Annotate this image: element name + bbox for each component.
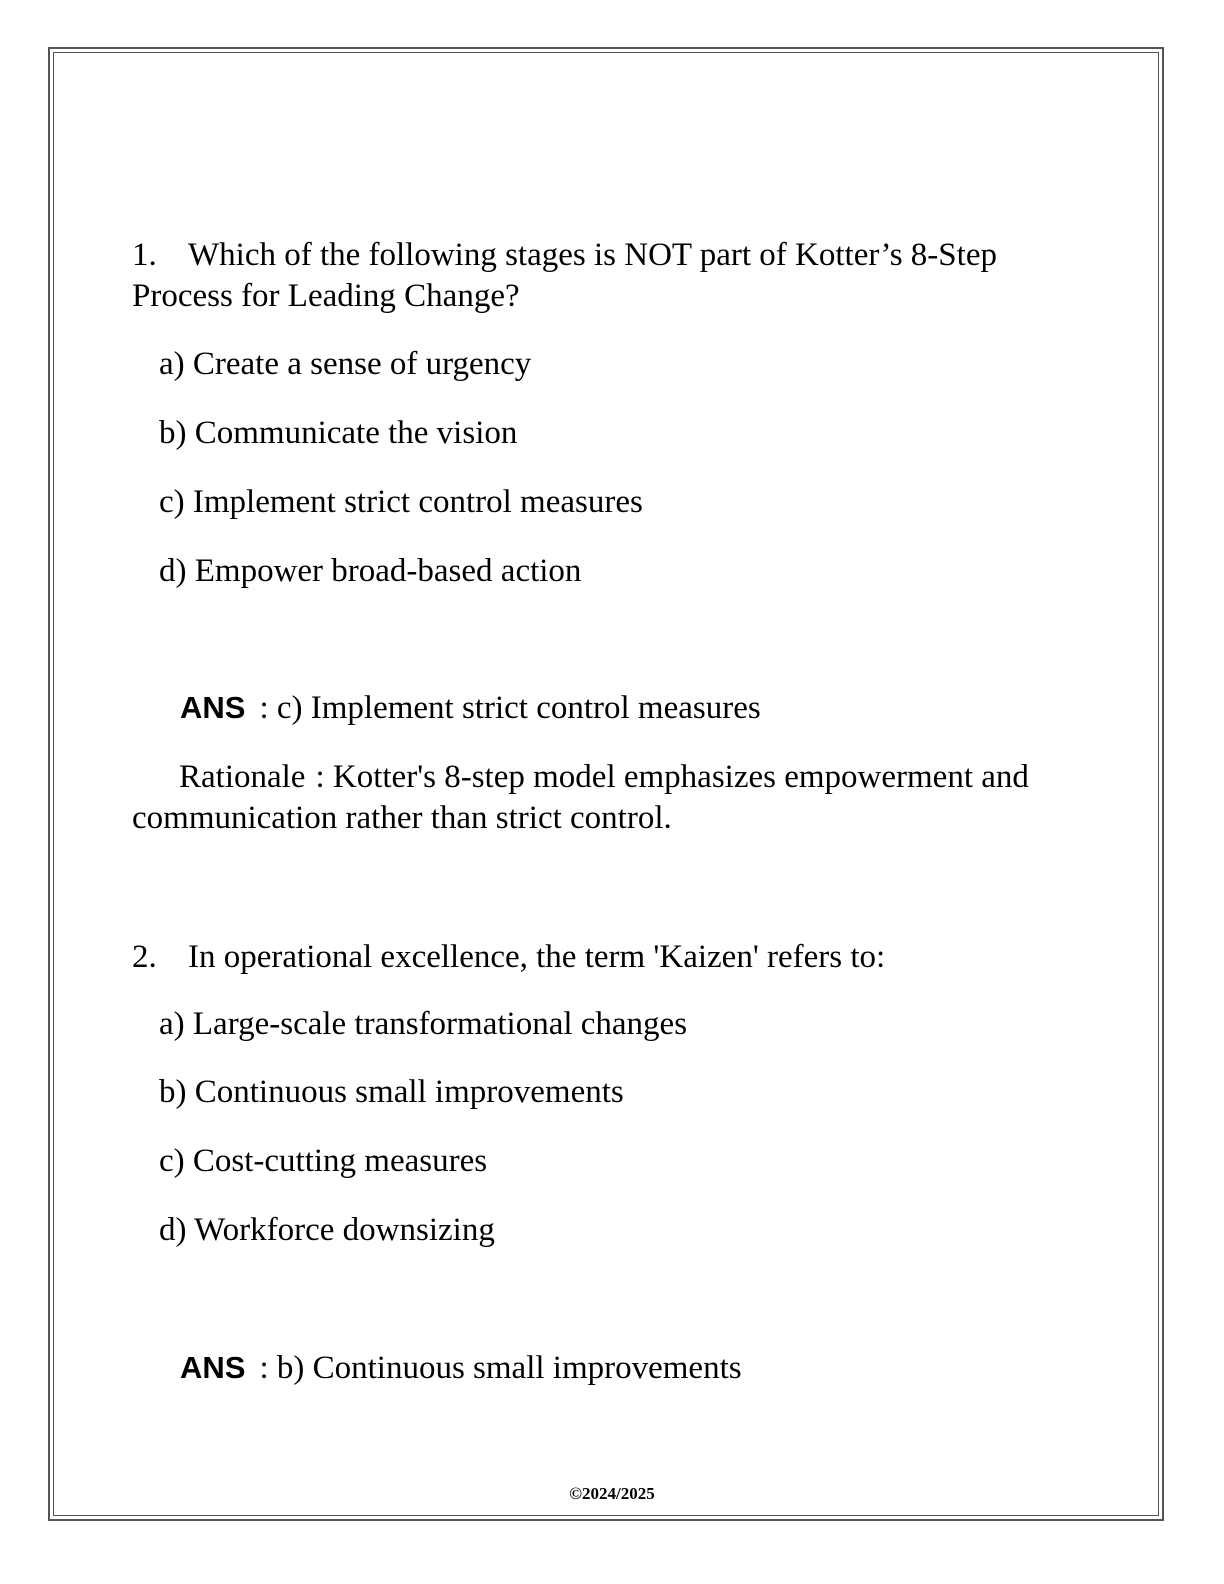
question-1-answer xyxy=(180,687,761,729)
copyright-footer: ©2024/2025 xyxy=(569,1484,655,1503)
question-2-text: In operational excellence, the term 'Kaizen' refers to: xyxy=(188,939,886,975)
rationale-label: Rationale xyxy=(179,759,306,795)
question-2 xyxy=(132,937,1092,978)
question-1-option-b: b) Communicate the vision xyxy=(159,415,518,451)
question-1-rationale-text: : Kotter's 8-step model emphasizes empowerment and communication rather than strict control. xyxy=(132,759,1029,836)
question-2-option-a: a) Large-scale transformational changes xyxy=(159,1006,688,1042)
question-2-option-c: c) Cost-cutting measures xyxy=(159,1143,488,1179)
answer-label: ANS xyxy=(180,690,246,725)
question-2-answer-text: : b) Continuous small improvements xyxy=(259,1350,742,1386)
question-2-number: 2. xyxy=(132,939,157,975)
question-2-option-d: d) Workforce downsizing xyxy=(159,1212,495,1248)
question-1-text: Which of the following stages is NOT part of Kotter’s 8-Step Process for Leading Change? xyxy=(132,237,997,314)
question-1 xyxy=(132,235,1092,317)
question-2-answer xyxy=(180,1347,742,1389)
question-1-option-c: c) Implement strict control measures xyxy=(159,484,643,520)
question-1-answer-text: : c) Implement strict control measures xyxy=(259,690,761,726)
answer-label: ANS xyxy=(180,1350,246,1385)
question-1-number: 1. xyxy=(132,237,157,273)
question-1-option-d: d) Empower broad-based action xyxy=(159,553,582,589)
question-2-option-b: b) Continuous small improvements xyxy=(159,1074,624,1110)
question-1-rationale xyxy=(132,757,1092,839)
question-1-option-a: a) Create a sense of urgency xyxy=(159,346,532,382)
